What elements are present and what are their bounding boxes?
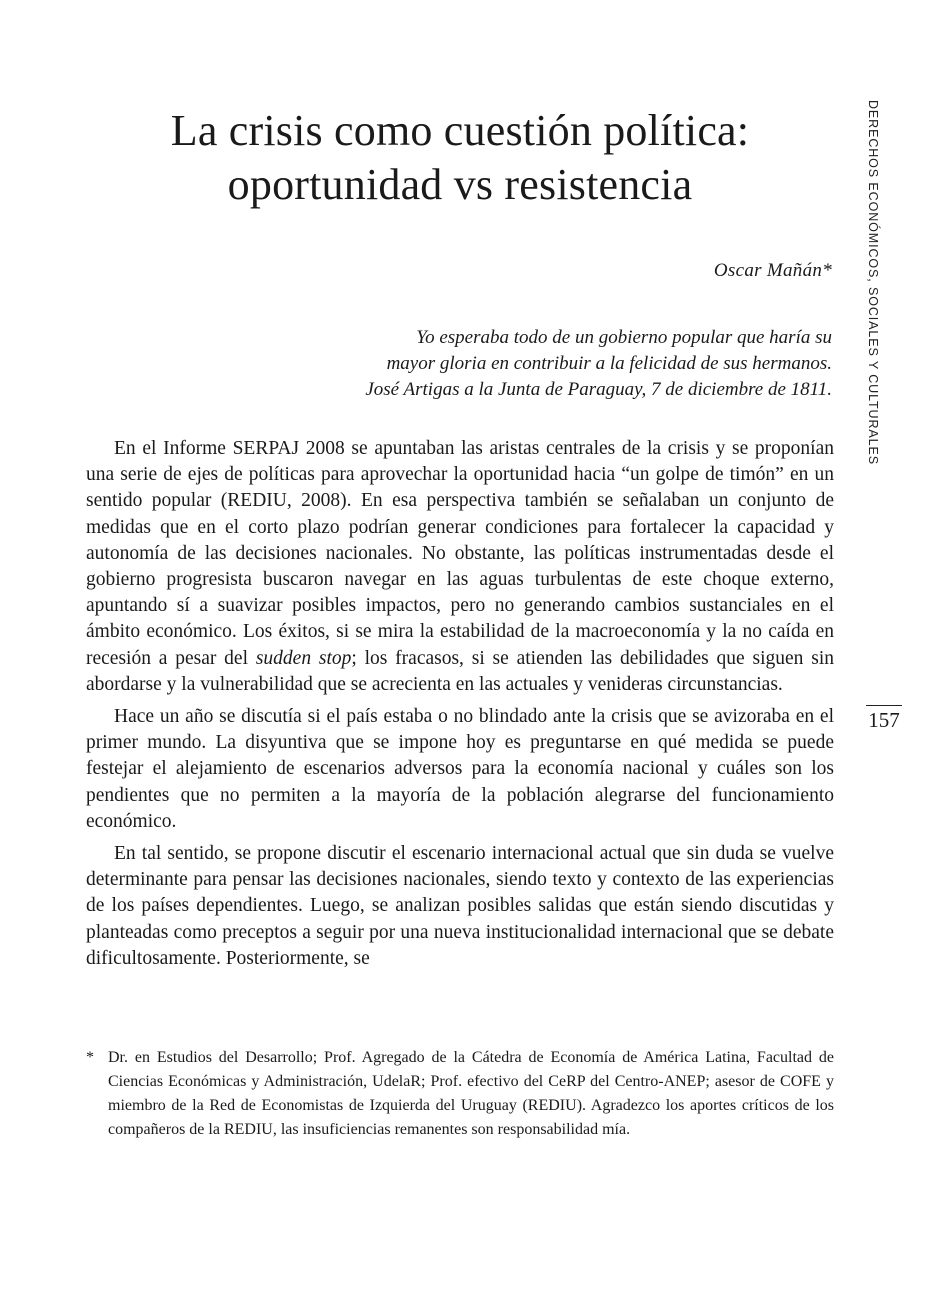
epigraph-attribution: José Artigas a la Junta de Paraguay, 7 de diciembre de 1811. bbox=[365, 379, 832, 400]
footnote-mark: * bbox=[86, 1049, 94, 1066]
page-number: 157 bbox=[868, 708, 900, 732]
epigraph-line-1: Yo esperaba todo de un gobierno popular que haría su bbox=[416, 327, 832, 348]
paragraph-1-text-end: ; los fracasos, si se atienden las debilidades que siguen sin abordarse y la vulnerabilidad que se acrecienta en las actuales y venideras circunstancias. bbox=[86, 647, 834, 695]
article-title bbox=[84, 104, 836, 212]
title-line-1: La crisis como cuestión política: bbox=[170, 106, 750, 155]
paragraph-1-text: En el Informe SERPAJ 2008 se apuntaban las aristas centrales de la crisis y se proponían una serie de ejes de políticas para aprovechar la oportunidad hacia “un golpe de timón” en un sentido popular (REDIU, 2008). En esa perspectiva también se señalaban un conjunto de medidas que en el corto plazo podrían generar condiciones para fortalecer la capacidad y autonomía de las decisiones nacionales. No obstante, las políticas instrumentadas desde el gobierno progresista buscaron navegar en las aguas turbulentas de este choque externo, apuntando sí a suavizar posibles impactos, pero no generando cambios sustanciales en el ámbito económico. Los éxitos, si se mira la estabilidad de la macroeconomía y la no caída en recesión a pesar del bbox=[86, 438, 834, 669]
paragraph-2: Hace un año se discutía si el país estaba o no blindado ante la crisis que se avizoraba en el primer mundo. La disyuntiva que se impone hoy es preguntarse en qué medida se puede festejar el alejamiento de escenarios adversos para la economía nacional y cuáles son los pendientes que no permiten a la mayoría de la población alegrarse del funcionamiento económico. bbox=[86, 706, 834, 832]
paragraph-1-italic-term: sudden stop bbox=[255, 647, 352, 669]
running-header-text: DERECHOS ECONÓMICOS, SOCIALES Y CULTURALES bbox=[866, 100, 880, 465]
footnote bbox=[86, 1046, 834, 1142]
running-header bbox=[866, 100, 886, 465]
epigraph bbox=[365, 325, 832, 403]
footnote-text: Dr. en Estudios del Desarrollo; Prof. Agregado de la Cátedra de Economía de América Latina, Facultad de Ciencias Económicas y Administración, UdelaR; Prof. efectivo del CeRP del Centro-ANEP; asesor de COFE y miembro de la Red de Economistas de Izquierda del Uruguay (REDIU). Agradezco los aportes críticos de los compañeros de la REDIU, las insuficiencias remanentes son responsabilidad mía. bbox=[108, 1049, 834, 1138]
title-line-2: oportunidad vs resistencia bbox=[227, 160, 693, 209]
paragraph-1 bbox=[86, 436, 834, 698]
epigraph-line-2: mayor gloria en contribuir a la felicidad de sus hermanos. bbox=[386, 353, 832, 374]
author-name: Oscar Mañán* bbox=[713, 260, 832, 281]
article-body bbox=[86, 436, 834, 978]
page-number-rule bbox=[866, 705, 902, 706]
paragraph-3: En tal sentido, se propone discutir el escenario internacional actual que sin duda se vuelve determinante para pensar las decisiones nacionales, siendo texto y contexto de las experiencias de los países dependientes. Luego, se analizan posibles salidas que están siendo discutidas y planteadas como preceptos a seguir por una nueva institucionalidad internacional que se debate dificultosamente. Posteriormente, se bbox=[86, 843, 834, 969]
